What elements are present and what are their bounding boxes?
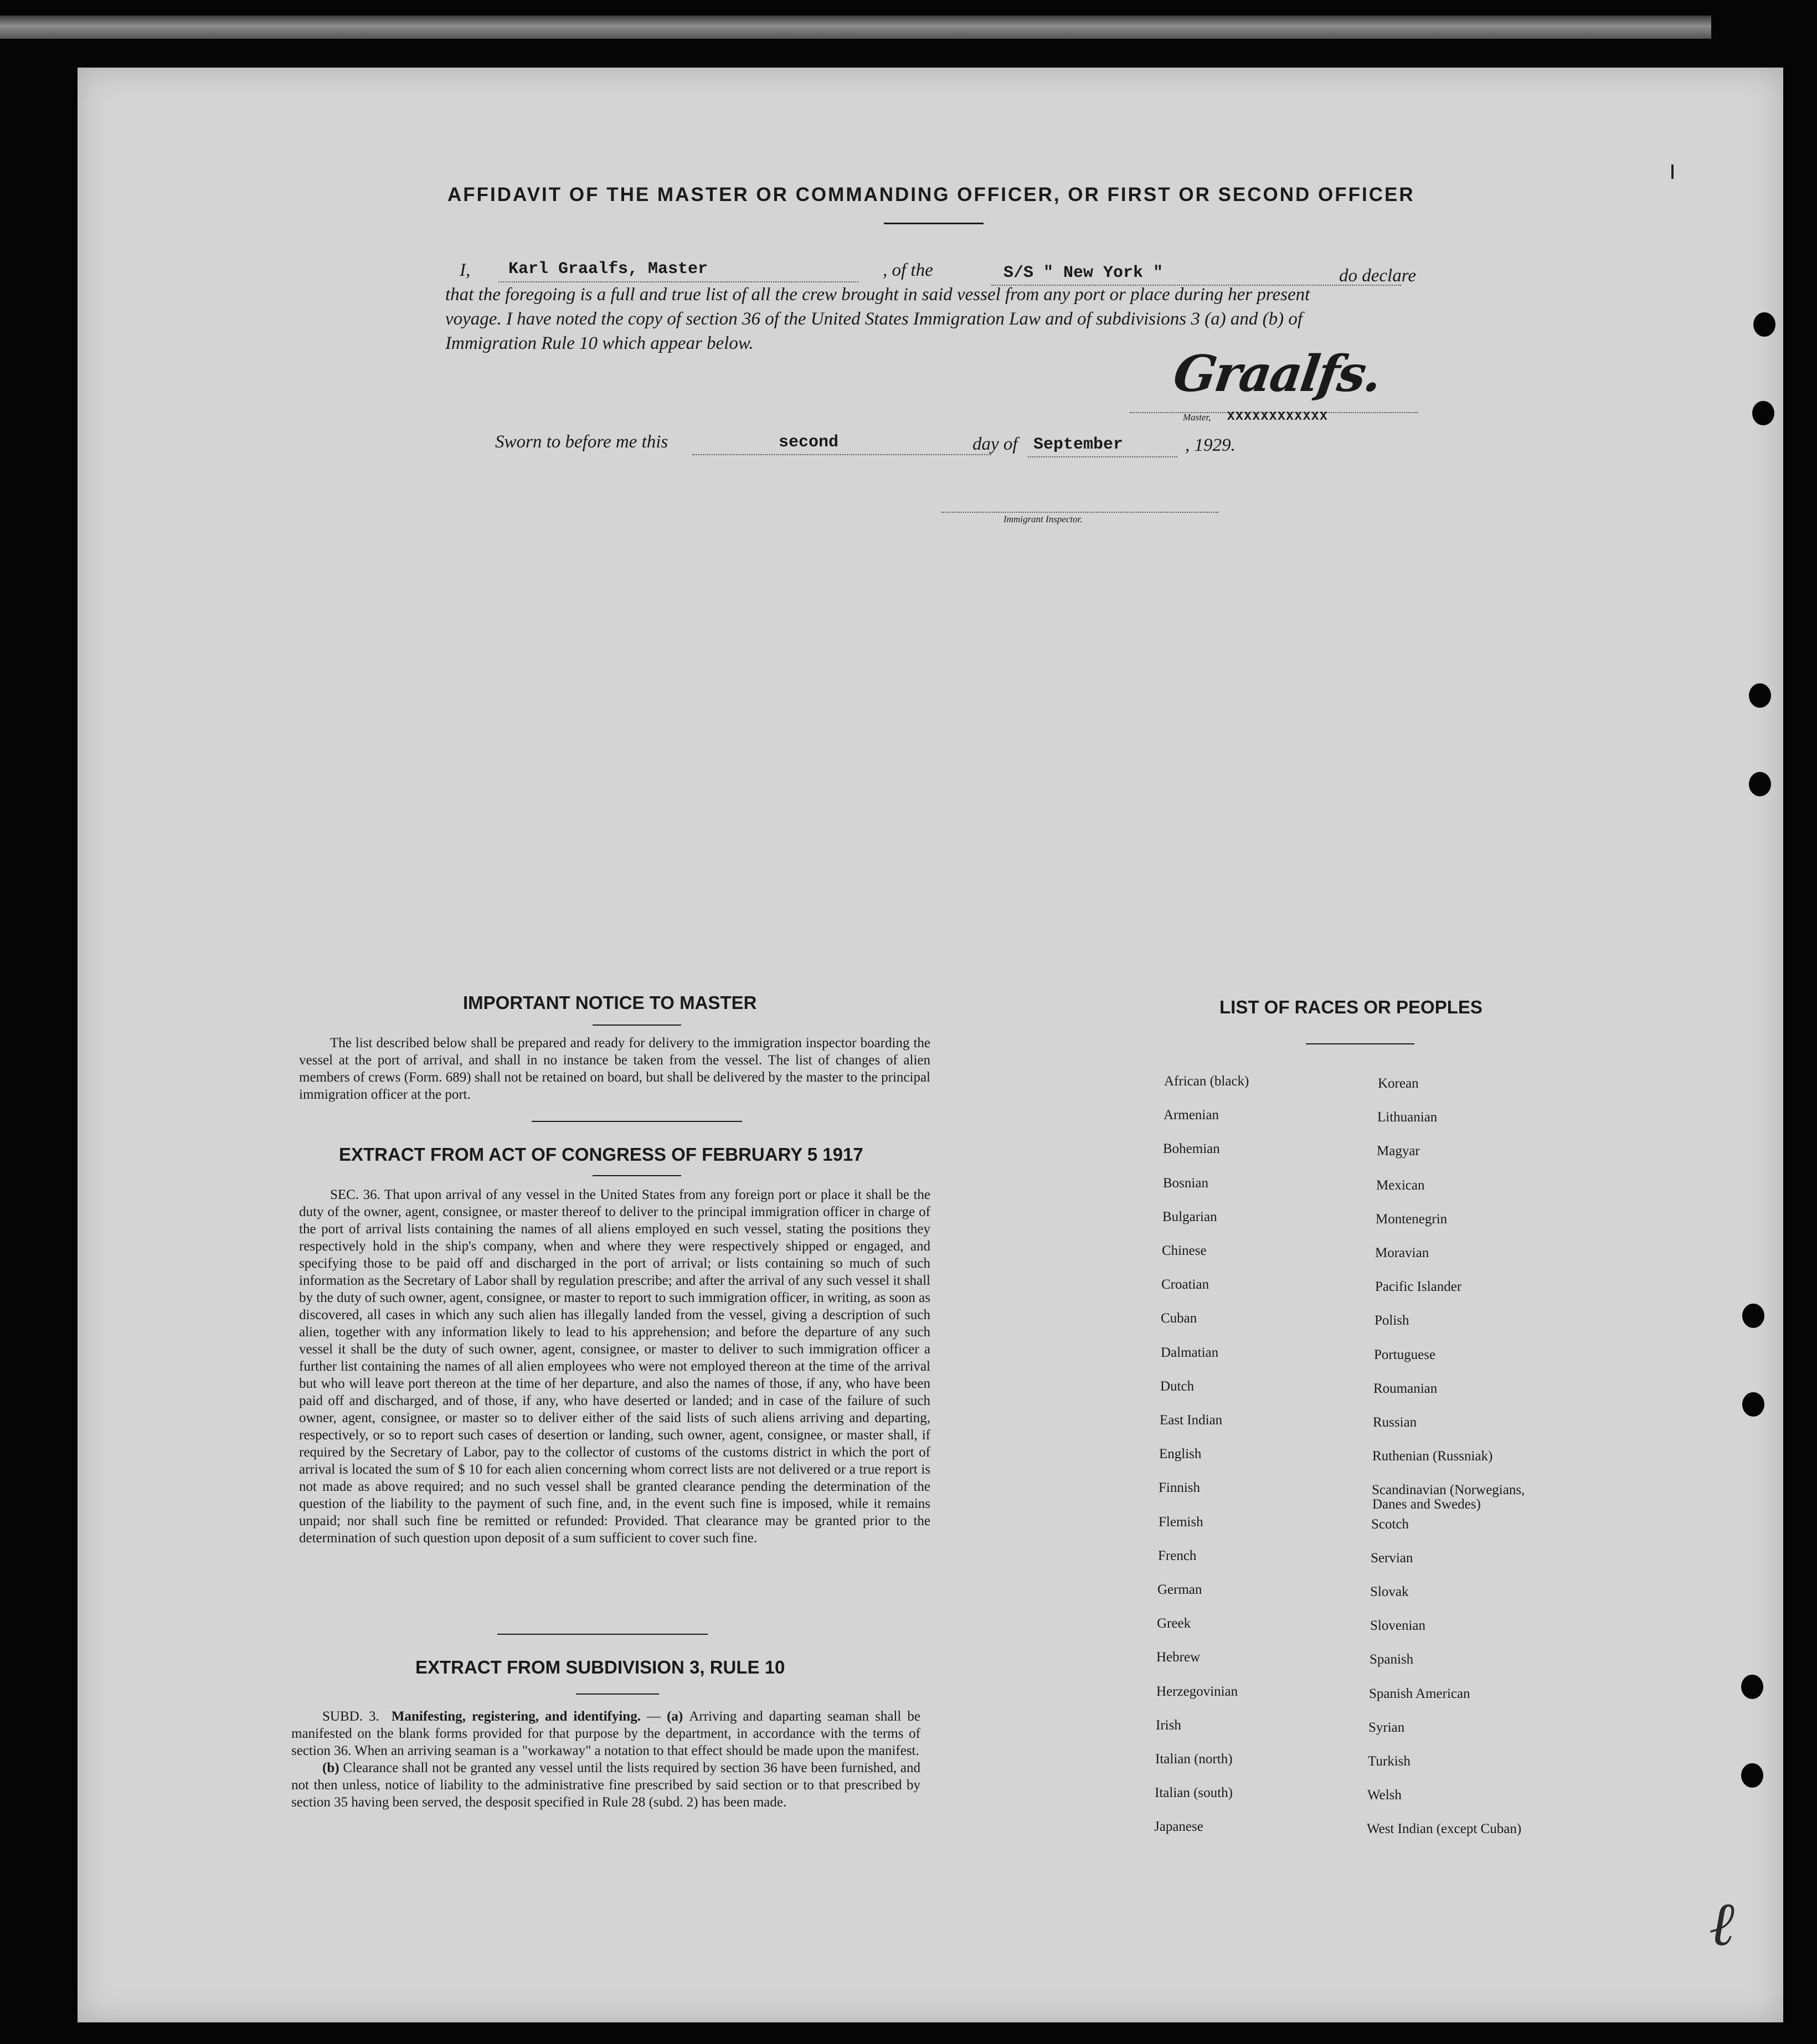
margin-mark	[1671, 164, 1674, 179]
act-text: SEC. 36. That upon arrival of any vessel in the United States from any foreign port or place it shall be the duty of the owner, agent, consignee, or master thereof to deliver to the principal immigration officer in charge of the port of arrival lists containing the names of all aliens employed en such vessel, stating the positions they respectively hold in the ship's company, when and where they were respectively shipped or engaged, and specifying those to be paid off and discharged in the port of arrival; or lists containing so much of such information as the Secretary of Labor shall by regulation prescribe; and after the arrival of any such vessel it shall by the duty of such owner, agent, consignee, or master to report to such immigration officer, in writing, as soon as discovered, all cases in which any such alien has illegally landed from the vessel, giving a description of such alien, together with any information likely to lead to his apprehension; and before the departure of any such vessel it shall be the duty of such owner, agent, consignee, or master to deliver to such immigration officer a further list containing the names of all alien employees who were not employed thereon at the time of the arrival but who will leave port thereon at the time of her departure, and also the names of those, if any, who have been paid off and discharged, and of those, if any, who have deserted or landed; and in case of the failure of such owner, agent, consignee, or master so to deliver either of the said lists of such aliens arriving and departing, respectively, or so to report such cases of desertion or landing, such owner, agent, consignee, or master shall, if required by the Secretary of Labor, pay to the collector of customs of the customs district in which the port of arrival is located the sum of $ 10 for each alien concerning whom correct lists are not delivered or a true report is not made as above required; and no such vessel shall be granted clearance pending the determination of the question of the liability to the payment of such fine, and, in the event such fine is imposed, while it remains unpaid; nor shall such fine be remitted or refunded: Provided. That clearance may be granted prior to the determination of such question upon deposit of a sum sufficient to cover such fine.	[299, 1187, 930, 1546]
inspector-label: Immigrant Inspector.	[1003, 514, 1083, 524]
race-item: Dalmatian	[1161, 1345, 1219, 1360]
affidavit-line-4: Immigration Rule 10 which appear below.	[445, 333, 754, 353]
sworn-label: Sworn to before me this	[495, 432, 668, 452]
race-item: Montenegrin	[1376, 1211, 1448, 1227]
notice-underline	[593, 1024, 681, 1026]
sworn-month-field: September	[1033, 435, 1124, 454]
punch-hole	[1749, 683, 1771, 708]
race-item: Polish	[1375, 1313, 1409, 1329]
race-item: Ruthenian (Russniak)	[1372, 1449, 1493, 1464]
punch-hole	[1741, 1675, 1763, 1699]
race-item: Greek	[1157, 1616, 1191, 1631]
act-body	[299, 1186, 930, 1547]
notice-text: The list described below shall be prepared and ready for delivery to the immigration inspector boarding the vessel at the port of arrival, and shall in no instance be taken from the vessel. The list of changes of alien members of crews (Form. 689) shall not be retained on board, but shall be delivered by the master to the principal immigration officer at the port.	[299, 1036, 930, 1102]
race-item: Slovak	[1370, 1584, 1409, 1599]
notice-title: IMPORTANT NOTICE TO MASTER	[463, 992, 757, 1013]
inspector-signature-line	[941, 511, 1218, 513]
para-a-label: (a)	[667, 1709, 683, 1724]
race-item: Welsh	[1367, 1788, 1402, 1803]
handwritten-mark: ℓ	[1709, 1891, 1734, 1958]
document-page	[78, 68, 1783, 2022]
act-divider	[497, 1634, 708, 1635]
race-item: Italian (south)	[1155, 1785, 1233, 1801]
struck-out-title: XXXXXXXXXXXX	[1227, 410, 1329, 424]
race-item: Irish	[1156, 1717, 1181, 1733]
race-item: Spanish	[1370, 1652, 1414, 1667]
subd-heading: Manifesting, registering, and identifying.	[391, 1709, 641, 1724]
race-item: Russian	[1373, 1415, 1417, 1430]
race-item: East Indian	[1160, 1413, 1223, 1428]
race-item: Korean	[1378, 1076, 1419, 1091]
punch-hole	[1752, 401, 1774, 425]
race-item: Hebrew	[1156, 1650, 1201, 1665]
race-item: Lithuanian	[1377, 1110, 1438, 1125]
race-item: Croatian	[1161, 1277, 1209, 1293]
race-item: Bulgarian	[1162, 1209, 1217, 1224]
notice-divider	[532, 1121, 742, 1122]
race-item: Dutch	[1160, 1378, 1195, 1394]
race-item: Pacific Islander	[1375, 1279, 1462, 1295]
act-underline	[593, 1175, 681, 1176]
races-underline	[1306, 1043, 1414, 1044]
race-item: Scandinavian (Norwegians,	[1372, 1482, 1525, 1498]
i-label: I,	[460, 260, 471, 280]
sworn-year: , 1929.	[1185, 435, 1236, 455]
punch-hole	[1742, 1392, 1764, 1417]
race-item: Herzegovinian	[1156, 1683, 1238, 1699]
races-title: LIST OF RACES OR PEOPLES	[1219, 997, 1483, 1017]
punch-hole	[1741, 1763, 1763, 1788]
officer-name-line	[498, 280, 858, 282]
sworn-day-field: second	[779, 433, 839, 452]
race-item: African (black)	[1164, 1074, 1249, 1089]
race-item: Cuban	[1161, 1311, 1197, 1326]
race-item: Bohemian	[1163, 1141, 1220, 1157]
vessel-name-field: S/S " New York "	[1003, 264, 1164, 282]
race-item: Moravian	[1375, 1245, 1429, 1260]
race-item: Mexican	[1376, 1177, 1425, 1193]
master-signature: Graalfs.	[1170, 344, 1384, 403]
rule-body	[291, 1708, 920, 1811]
punch-hole	[1753, 312, 1775, 337]
race-item: Italian (north)	[1155, 1752, 1233, 1767]
race-item: Portuguese	[1374, 1347, 1436, 1362]
affidavit-title: AFFIDAVIT OF THE MASTER OR COMMANDING OFFICER, OR FIRST OR SECOND OFFICER	[447, 184, 1415, 205]
race-item: Japanese	[1154, 1819, 1203, 1835]
race-item: Turkish	[1368, 1754, 1411, 1769]
race-item: French	[1158, 1548, 1197, 1563]
do-declare-label: do declare	[1339, 266, 1416, 286]
race-item: Bosnian	[1163, 1175, 1208, 1191]
rule-title: EXTRACT FROM SUBDIVISION 3, RULE 10	[415, 1657, 785, 1677]
race-scandinavian-continued: Danes and Swedes)	[1372, 1497, 1481, 1512]
race-item: Finnish	[1159, 1480, 1201, 1496]
affidavit-line-3: voyage. I have noted the copy of section 36 of the United States Immigration Law and of subdivisions 3 (a) and (b) of	[445, 309, 1303, 329]
affidavit-line-2: that the foregoing is a full and true list of all the crew brought in said vessel from any port or place during her present	[445, 285, 1310, 305]
act-title: EXTRACT FROM ACT OF CONGRESS OF FEBRUARY 5 1917	[339, 1144, 863, 1165]
race-item: Servian	[1371, 1550, 1413, 1566]
race-item: Scotch	[1371, 1516, 1409, 1532]
race-item: German	[1157, 1582, 1202, 1597]
para-a-text: Arriving and daparting seaman shall be manifested on the blank forms provided for that purpose by the department, in accordance with the terms of section 36. When an arriving seaman is a "workaway" a notation to that effect should be made upon the manifest.	[291, 1709, 920, 1758]
day-of-label: day of	[972, 434, 1018, 454]
race-item: Flemish	[1159, 1514, 1203, 1530]
para-b-text: Clearance shall not be granted any vessel until the lists required by section 36 have been furnished, and not then unless, notice of liability to the administrative fine prescribed by said section or to that prescribed by section 35 having been served, the desposit specified in Rule 28 (subd. 2) has been made.	[291, 1760, 921, 1810]
notice-body	[299, 1034, 930, 1103]
race-item: Roumanian	[1373, 1381, 1438, 1396]
sworn-month-line	[1028, 455, 1177, 457]
of-the-label: , of the	[883, 260, 933, 280]
race-item: English	[1159, 1446, 1202, 1462]
para-b-label: (b)	[322, 1760, 339, 1775]
race-item: Spanish American	[1369, 1686, 1470, 1701]
master-label: Master,	[1183, 412, 1211, 423]
title-underline	[884, 223, 984, 224]
scan-top-edge	[0, 16, 1711, 39]
rule-para-b	[291, 1759, 920, 1811]
sworn-day-line	[692, 453, 991, 455]
race-item: Syrian	[1368, 1719, 1405, 1735]
race-item: Magyar	[1377, 1144, 1420, 1159]
race-item: Armenian	[1164, 1108, 1219, 1123]
officer-name-field: Karl Graalfs, Master	[508, 260, 708, 279]
race-item: Slovenian	[1370, 1618, 1425, 1634]
rule-underline	[576, 1693, 659, 1695]
race-item: West Indian (except Cuban)	[1367, 1821, 1522, 1837]
punch-hole	[1749, 772, 1771, 796]
subd-label: SUBD. 3.	[322, 1709, 379, 1724]
punch-hole	[1742, 1304, 1764, 1328]
rule-para-a: SUBD. 3. Manifesting, registering, and identifying. — (a) Arriving and daparting seaman shall be manifested on the blank forms provided for that purpose by the department, in accordance with the terms of section 36. When an arriving seaman is a "workaway" a notation to that effect should be made upon the manifest.	[291, 1709, 920, 1758]
race-item: Chinese	[1162, 1243, 1207, 1258]
